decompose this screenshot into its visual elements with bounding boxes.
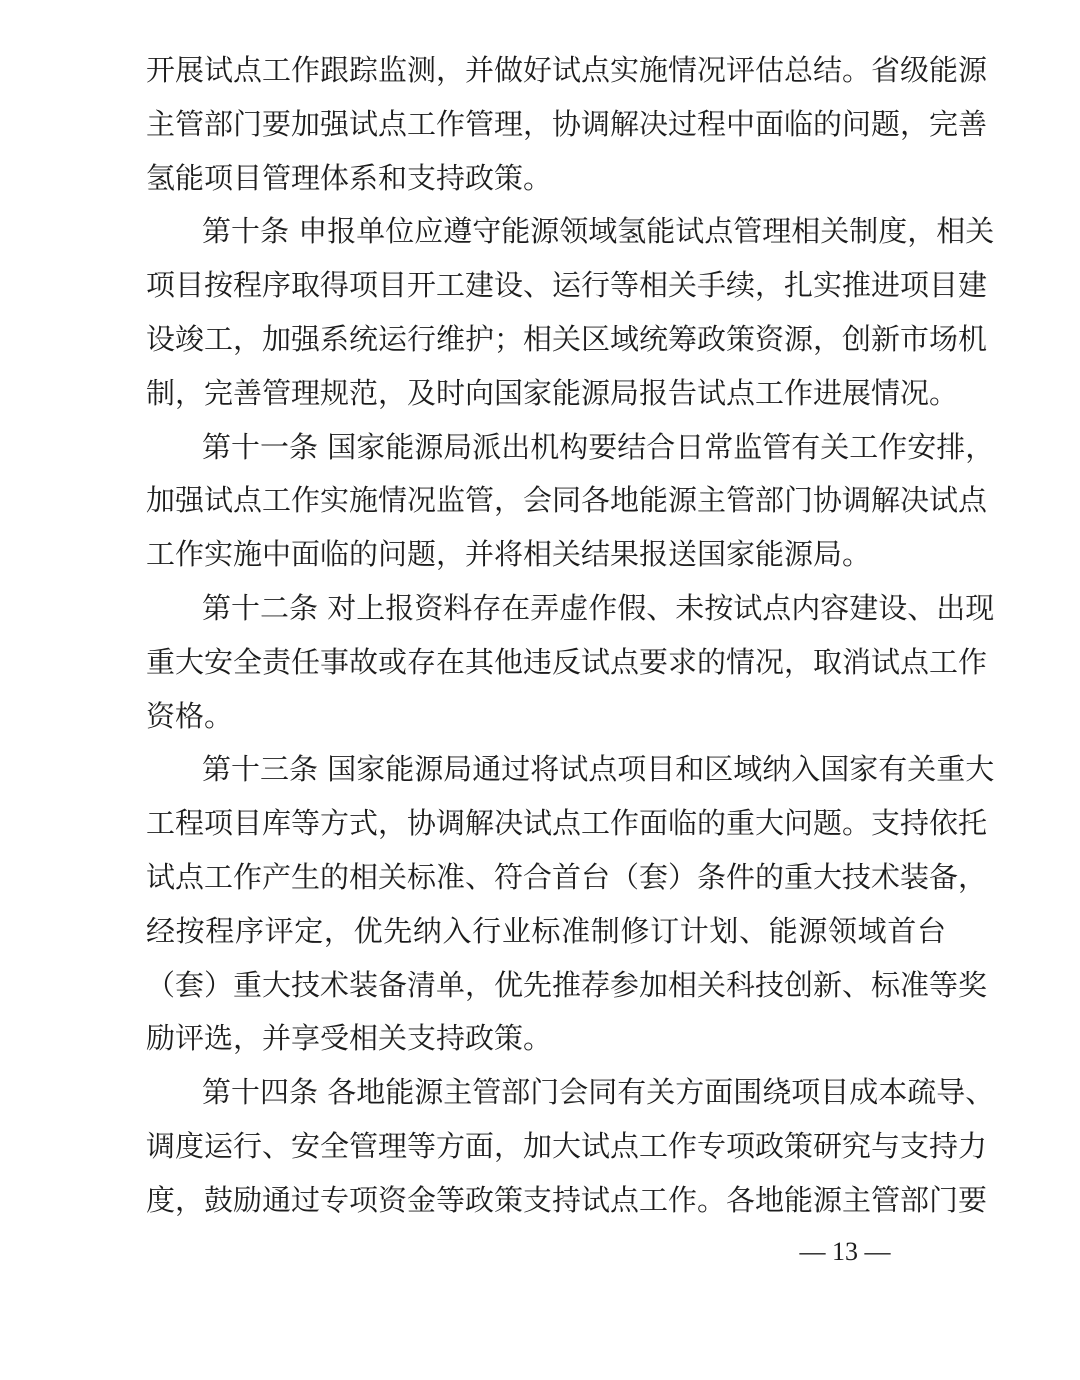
- text-line: 资格。: [146, 698, 234, 733]
- article-11-heading-line: 第十一条 国家能源局派出机构要结合日常监管有关工作安排，: [202, 429, 995, 464]
- body-text: [146, 44, 995, 1228]
- text-line: 工作实施中面临的问题，并将相关结果报送国家能源局。: [146, 537, 872, 572]
- text-line: 度，鼓励通过专项资金等政策支持试点工作。各地能源主管部门要: [146, 1182, 988, 1217]
- text-line: 开展试点工作跟踪监测，并做好试点实施情况评估总结。省级能源: [146, 53, 988, 87]
- text-line: 试点工作产生的相关标准、符合首台（套）条件的重大技术装备，: [146, 859, 988, 894]
- article-13-heading-line: 第十三条 国家能源局通过将试点项目和区域纳入国家有关重大: [202, 752, 995, 787]
- page-number: — 13 —: [799, 1237, 891, 1266]
- text-line: 调度运行、安全管理等方面，加大试点工作专项政策研究与支持力: [146, 1128, 988, 1163]
- text-line: 氢能项目管理体系和支持政策。: [146, 160, 553, 195]
- text-line: 工程项目库等方式，协调解决试点工作面临的重大问题。支持依托: [146, 806, 988, 841]
- text-line: （套）重大技术装备清单，优先推荐参加相关科技创新、标准等奖: [146, 967, 988, 1002]
- text-line: 制，完善管理规范，及时向国家能源局报告试点工作进展情况。: [146, 375, 959, 410]
- text-line: 设竣工，加强系统运行维护；相关区域统筹政策资源，创新市场机: [146, 321, 988, 356]
- article-14-heading-line: 第十四条 各地能源主管部门会同有关方面围绕项目成本疏导、: [202, 1075, 995, 1110]
- text-line: 加强试点工作实施情况监管，会同各地能源主管部门协调解决试点: [146, 483, 988, 518]
- article-10-heading-line: 第十条 申报单位应遵守能源领域氢能试点管理相关制度，相关: [202, 214, 995, 249]
- text-line: 重大安全责任事故或存在其他违反试点要求的情况，取消试点工作: [146, 644, 988, 679]
- text-line: 励评选，并享受相关支持政策。: [146, 1021, 553, 1056]
- article-12-heading-line: 第十二条 对上报资料存在弄虚作假、未按试点内容建设、出现: [202, 590, 995, 625]
- text-line: 经按程序评定，优先纳入行业标准制修订计划、能源领域首台: [146, 913, 946, 948]
- text-line: 主管部门要加强试点工作管理，协调解决过程中面临的问题，完善: [146, 106, 988, 141]
- text-line: 项目按程序取得项目开工建设、运行等相关手续，扎实推进项目建: [146, 268, 988, 303]
